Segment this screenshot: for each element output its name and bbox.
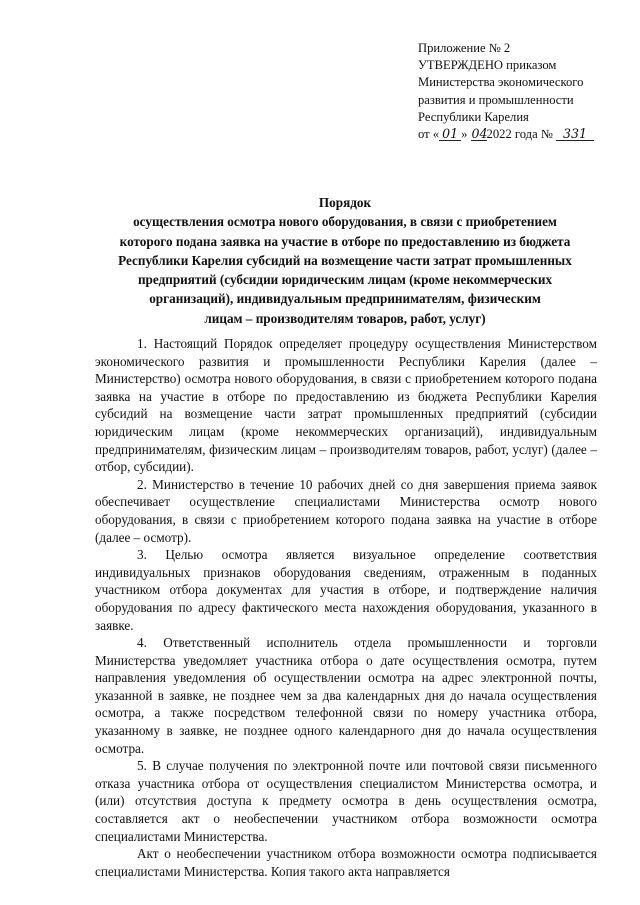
handwritten-month: 04 (471, 126, 488, 142)
ministry-line-2: развития и промышленности (418, 92, 574, 107)
ministry-line-3: Республики Карелия (418, 109, 529, 124)
title-subtitle: осуществления осмотра нового оборудования, в связи с приобретением которого подана заявка на участие в отборе по предоставлению из бюджета Республики Карелия субсидий на возмещение части затрат промышленных предприятий (субсидии юридическим лицам (кроме некоммерческих организаций), индивидуальным предпринимателям, физическим лицам – производителям товаров, работ, услуг) (118, 214, 572, 326)
document-body (95, 335, 597, 880)
handwritten-day: 01 (439, 127, 461, 141)
paragraph-2: 2. Министерство в течение 10 рабочих дней со дня завершения приема заявок обеспечивает осуществление специалистами Министерства осмотр нового оборудования, в связи с приобретением которого подана заявка на участие в отборе (далее – осмотр). (95, 476, 597, 545)
paragraph-1: 1. Настоящий Порядок определяет процедуру осуществления Министерством экономического развития и промышленности Республики Карелия (далее – Министерство) осмотра нового оборудования, в связи с приобретением которого подана заявка на участие в отборе по предоставлению из бюджета Республики Карелия субсидий на возмещение части затрат промышленных предприятий (субсидии юридическим лицам (кроме некоммерческих организаций), индивидуальным предпринимателям, физическим лицам – производителям товаров, работ, услуг) (далее – отбор, субсидии). (95, 336, 597, 475)
approved-by: УТВЕРЖДЕНО приказом (418, 58, 557, 73)
paragraph-4: 4. Ответственный исполнитель отдела промышленности и торговли Министерства уведомляет участника отбора о дате осуществления осмотра, путем направления уведомления об осуществлении осмотра на адрес электронной почты, указанной в заявке, не позднее чем за два календарных дня до начала осуществления осмотра, а также посредством телефонной связи по номеру участника отбора, указанному в заявке, не позднее одного календарного дня до начала осуществления осмотра. (95, 635, 597, 756)
approval-block (418, 40, 628, 143)
ministry-line-1: Министерства экономического (418, 75, 584, 90)
date-suffix: 2022 года № (486, 127, 553, 142)
document-title (95, 193, 595, 328)
order-date-line (418, 126, 628, 143)
appendix-number: Приложение № 2 (418, 41, 511, 55)
handwritten-order-number: 331 (556, 127, 594, 141)
paragraph-6: Акт о необеспечении участником отбора возможности осмотра подписывается специалистами Министерства. Копия такого акта направляется (95, 846, 597, 879)
title-heading: Порядок (318, 195, 372, 210)
paragraph-5: 5. В случае получения по электронной почте или почтовой связи письменного отказа участника отбора от осуществления специалистом Министерства осмотра, и (или) отсутствия доступа к предмету осмотра в день осуществления осмотра, составляется акт о необеспечении участником отбора возможности осмотра специалистами Министерства. (95, 758, 597, 844)
paragraph-3: 3. Целью осмотра является визуальное определение соответствия индивидуальных признаков оборудования сведениям, отраженным в поданных участником отбора документах для участия в отборе, и подтверждение наличия оборудования по адресу фактического места нахождения оборудования, указанного в заявке. (95, 547, 597, 633)
date-mid: » (461, 127, 468, 142)
date-prefix: от « (418, 127, 440, 142)
